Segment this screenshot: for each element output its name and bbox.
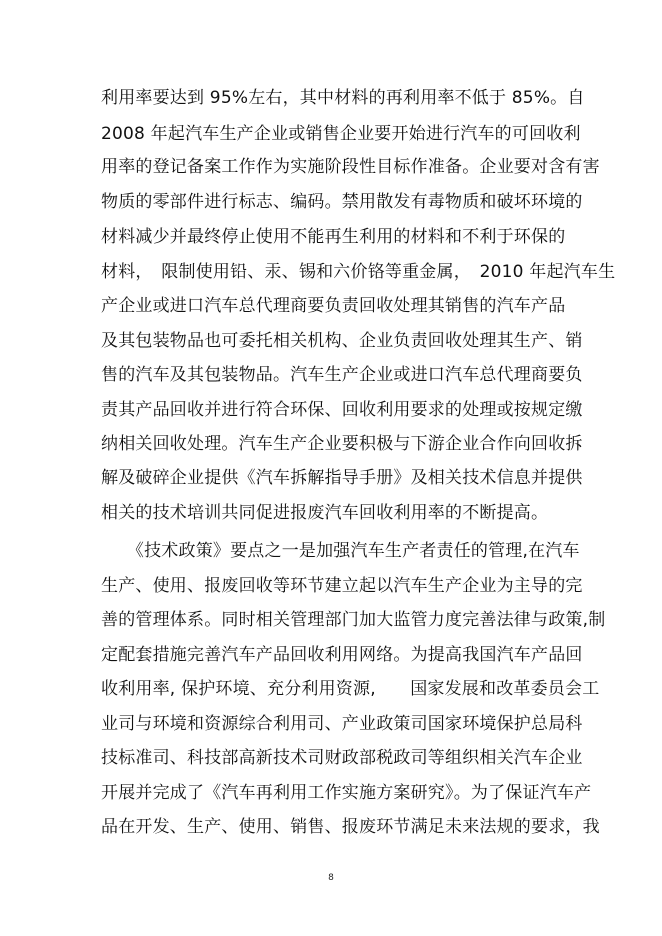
paragraph-2-line: 生产、使用、报废回收等环节建立起以汽车生产企业为主导的完 <box>101 576 583 596</box>
paragraph-2-line: 定配套措施完善汽车产品回收利用网络。为提高我国汽车产品回 <box>101 645 583 665</box>
paragraph-1-line: 相关的技术培训共同促进报废汽车回收利用率的不断提高。 <box>101 503 549 523</box>
paragraph-2-line: 善的管理体系。同时相关管理部门加大监管力度完善法律与政策,制 <box>101 610 606 630</box>
paragraph-2-line: 品在开发、生产、使用、销售、报废环节满足未来法规的要求，我 <box>101 817 600 837</box>
paragraph-1-line: 及其包装物品也可委托相关机构、企业负责回收处理其生产、销 <box>101 331 583 351</box>
page-number: 8 <box>328 873 334 883</box>
paragraph-1-line: 纳相关回收处理。汽车生产企业要积极与下游企业合作向回收拆 <box>101 434 583 454</box>
paragraph-2-line: 技标准司、科技部高新技术司财政部税政司等组织相关汽车企业 <box>101 748 583 768</box>
paragraph-1-line: 责其产品回收并进行符合环保、回收利用要求的处理或按规定缴 <box>101 400 583 420</box>
paragraph-1-line: 材料， 限制使用铅、汞、锡和六价铬等重金属， 2010 年起汽车生 <box>101 262 616 282</box>
paragraph-1-line: 解及破碎企业提供《汽车拆解指导手册》及相关技术信息并提供 <box>101 468 583 488</box>
paragraph-1-line: 售的汽车及其包装物品。汽车生产企业或进口汽车总代理商要负 <box>101 365 583 385</box>
paragraph-1-line: 用率的登记备案工作作为实施阶段性目标作准备。企业要对含有害 <box>101 157 600 177</box>
paragraph-2-line: 《技术政策》要点之一是加强汽车生产者责任的管理,在汽车 <box>101 541 580 561</box>
paragraph-1-line: 产企业或进口汽车总代理商要负责回收处理其销售的汽车产品 <box>101 296 566 316</box>
paragraph-2-line: 业司与环境和资源综合利用司、产业政策司国家环境保护总局科 <box>101 714 583 734</box>
paragraph-1-line: 物质的零部件进行标志、编码。禁用散发有毒物质和破坏环境的 <box>101 192 583 212</box>
paragraph-1-line: 材料减少并最终停止使用不能再生利用的材料和不利于环保的 <box>101 227 566 247</box>
paragraph-2-line: 开展并完成了《汽车再利用工作实施方案研究》。为了保证汽车产 <box>101 783 592 803</box>
paragraph-1-line: 2008 年起汽车生产企业或销售企业要开始进行汽车的可回收利 <box>101 124 581 144</box>
paragraph-2-line: 收利用率, 保护环境、充分利用资源, 国家发展和改革委员会工 <box>101 679 600 699</box>
paragraph-1-line: 利用率要达到 95%左右，其中材料的再利用率不低于 85%。自 <box>101 88 585 108</box>
